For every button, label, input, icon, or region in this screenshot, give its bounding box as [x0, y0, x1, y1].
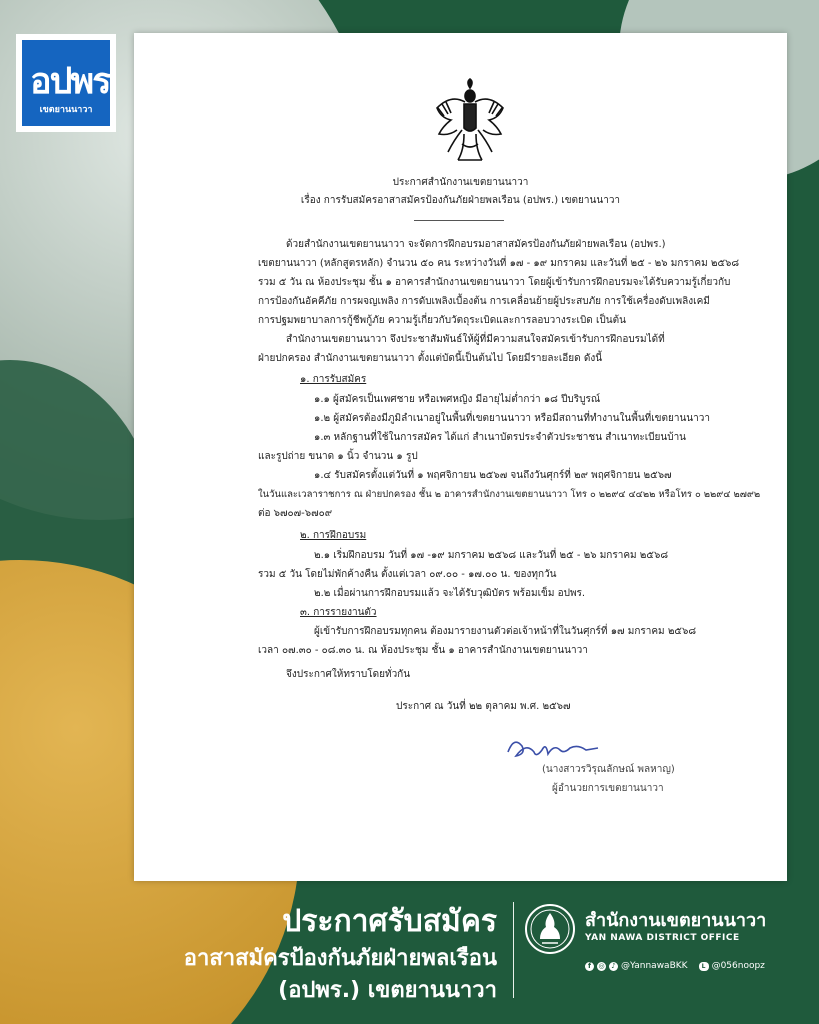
garuda-emblem-icon: [432, 78, 508, 164]
line-icon[interactable]: L: [699, 962, 709, 971]
logo-name: เขตยานนาวา: [39, 105, 93, 115]
section-1-item: ๑.๒ ผู้สมัครต้องมีภูมิลำเนาอยู่ในพื้นที่เขตยานนาวา หรือมีสถานที่ทำงานในพื้นที่เขตยานนาวา: [314, 413, 710, 424]
social-handles: [585, 961, 765, 971]
line-handle[interactable]: @056noopz: [711, 961, 765, 971]
para1-line: การปฐมพยาบาลการกู้ชีพกู้ภัย ความรู้เกี่ยวกับวัตถุระเบิดและการลอบวางระเบิด เป็นต้น: [258, 315, 626, 326]
office-name-thai: สำนักงานเขตยานนาวา: [585, 910, 767, 931]
section-1-item: ๑.๓ หลักฐานที่ใช้ในการสมัคร ได้แก่ สำเนาบัตรประจำตัวประชาชน สำเนาทะเบียนบ้าน: [314, 432, 687, 443]
section-1-item: ในวันและเวลาราชการ ณ ฝ่ายปกครอง ชั้น ๒ อาคารสำนักงานเขตยานนาวา โทร ๐ ๒๒๙๔ ๔๔๒๒ หรือโทร ๐ ๒๒๙๔ ๒๗๙๒: [258, 489, 761, 500]
para2-line: สำนักงานเขตยานนาวา จึงประชาสัมพันธ์ให้ผู้ที่มีความสนใจสมัครเข้ารับการฝึกอบรมได้ที่: [286, 334, 665, 345]
announcement-document: [134, 33, 787, 881]
section-1-item: ๑.๑ ผู้สมัครเป็นเพศชาย หรือเพศหญิง มีอายุไม่ต่ำกว่า ๑๘ ปีบริบูรณ์: [314, 394, 601, 405]
para1-line: ด้วยสำนักงานเขตยานนาวา จะจัดการฝึกอบรมอาสาสมัครป้องกันภัยฝ่ายพลเรือน (อปพร.): [286, 239, 666, 250]
office-name-english: YAN NAWA DISTRICT OFFICE: [585, 933, 740, 943]
section-3-item: เวลา ๐๗.๓๐ - ๐๘.๓๐ น. ณ ห้องประชุม ชั้น ๑ อาคารสำนักงานเขตยานนาวา: [258, 645, 588, 656]
para1-line: รวม ๕ วัน ณ ห้องประชุม ชั้น ๑ อาคารสำนักงานเขตยานนาวา โดยผู้เข้ารับการฝึกอบรมจะได้รับความรู้เกี่ยวกับ: [258, 277, 731, 288]
section-1-item: ต่อ ๖๗๐๗-๖๗๐๙: [258, 508, 333, 519]
facebook-icon[interactable]: f: [585, 962, 594, 971]
doc-header-2: เรื่อง การรับสมัครอาสาสมัครป้องกันภัยฝ่ายพลเรือน (อปพร.) เขตยานนาวา: [300, 195, 621, 206]
signer-name: (นางสาวรวิรุณลักษณ์ พลหาญ): [542, 764, 675, 775]
section-2-item: ๒.๑ เริ่มฝึกอบรม วันที่ ๑๗ -๑๙ มกราคม ๒๕๖๘ และวันที่ ๒๕ - ๒๖ มกราคม ๒๕๖๘: [314, 550, 669, 561]
instagram-icon[interactable]: ◎: [598, 961, 605, 970]
closing-line: จึงประกาศให้ทราบโดยทั่วกัน: [286, 669, 411, 680]
tiktok-icon[interactable]: ♪: [609, 962, 618, 971]
bangkok-seal-icon: [524, 903, 576, 955]
aporpor-logo: [16, 34, 116, 132]
para1-line: การป้องกันอัคคีภัย การผจญเพลิง การดับเพลิงเบื้องต้น การเคลื่อนย้ายผู้ประสบภัย การใช้เครื่องดับเพลิงเคมี: [258, 296, 710, 307]
header-divider: [414, 220, 504, 221]
social-handle[interactable]: @YannawaBKK: [621, 961, 688, 971]
para1-line: เขตยานนาวา (หลักสูตรหลัก) จำนวน ๕๐ คน ระหว่างวันที่ ๑๗ - ๑๙ มกราคม และวันที่ ๒๕ - ๒๖ มกราคม ๒๕๖๘: [258, 258, 740, 269]
section-2-item: ๒.๒ เมื่อผ่านการฝึกอบรมแล้ว จะได้รับวุฒิบัตร พร้อมเข็ม อปพร.: [314, 588, 586, 599]
section-2-title: ๒. การฝึกอบรม: [300, 530, 367, 541]
section-3-title: ๓. การรายงานตัว: [300, 607, 377, 618]
para2-line: ฝ่ายปกครอง สำนักงานเขตยานนาวา ตั้งแต่บัดนี้เป็นต้นไป โดยมีรายละเอียด ดังนี้: [258, 353, 603, 364]
signer-title: ผู้อำนวยการเขตยานนาวา: [552, 783, 664, 794]
doc-header-1: ประกาศสำนักงานเขตยานนาวา: [392, 177, 529, 188]
section-2-item: รวม ๕ วัน โดยไม่พักค้างคืน ตั้งแต่เวลา ๐๙.๐๐ - ๑๗.๐๐ น. ของทุกวัน: [258, 569, 557, 580]
announce-date: ประกาศ ณ วันที่ ๒๒ ตุลาคม พ.ศ. ๒๕๖๗: [396, 701, 571, 712]
section-1-item: และรูปถ่าย ขนาด ๑ นิ้ว จำนวน ๑ รูป: [258, 451, 418, 462]
section-1-title: ๑. การรับสมัคร: [300, 374, 367, 385]
footer-divider: [513, 902, 514, 998]
logo-letters: อปพร: [30, 61, 110, 102]
footer-subtitle-2: (อปพร.) เขตยานนาวา: [278, 978, 497, 1003]
footer-subtitle: อาสาสมัครป้องกันภัยฝ่ายพลเรือน: [183, 946, 497, 971]
section-1-item: ๑.๔ รับสมัครตั้งแต่วันที่ ๑ พฤศจิกายน ๒๕๖๗ จนถึงวันศุกร์ที่ ๒๙ พฤศจิกายน ๒๕๖๗: [314, 470, 672, 481]
footer-title: ประกาศรับสมัคร: [282, 904, 497, 939]
section-3-item: ผู้เข้ารับการฝึกอบรมทุกคน ต้องมารายงานตัวต่อเจ้าหน้าที่ในวันศุกร์ที่ ๑๗ มกราคม ๒๕๖๘: [314, 626, 697, 637]
